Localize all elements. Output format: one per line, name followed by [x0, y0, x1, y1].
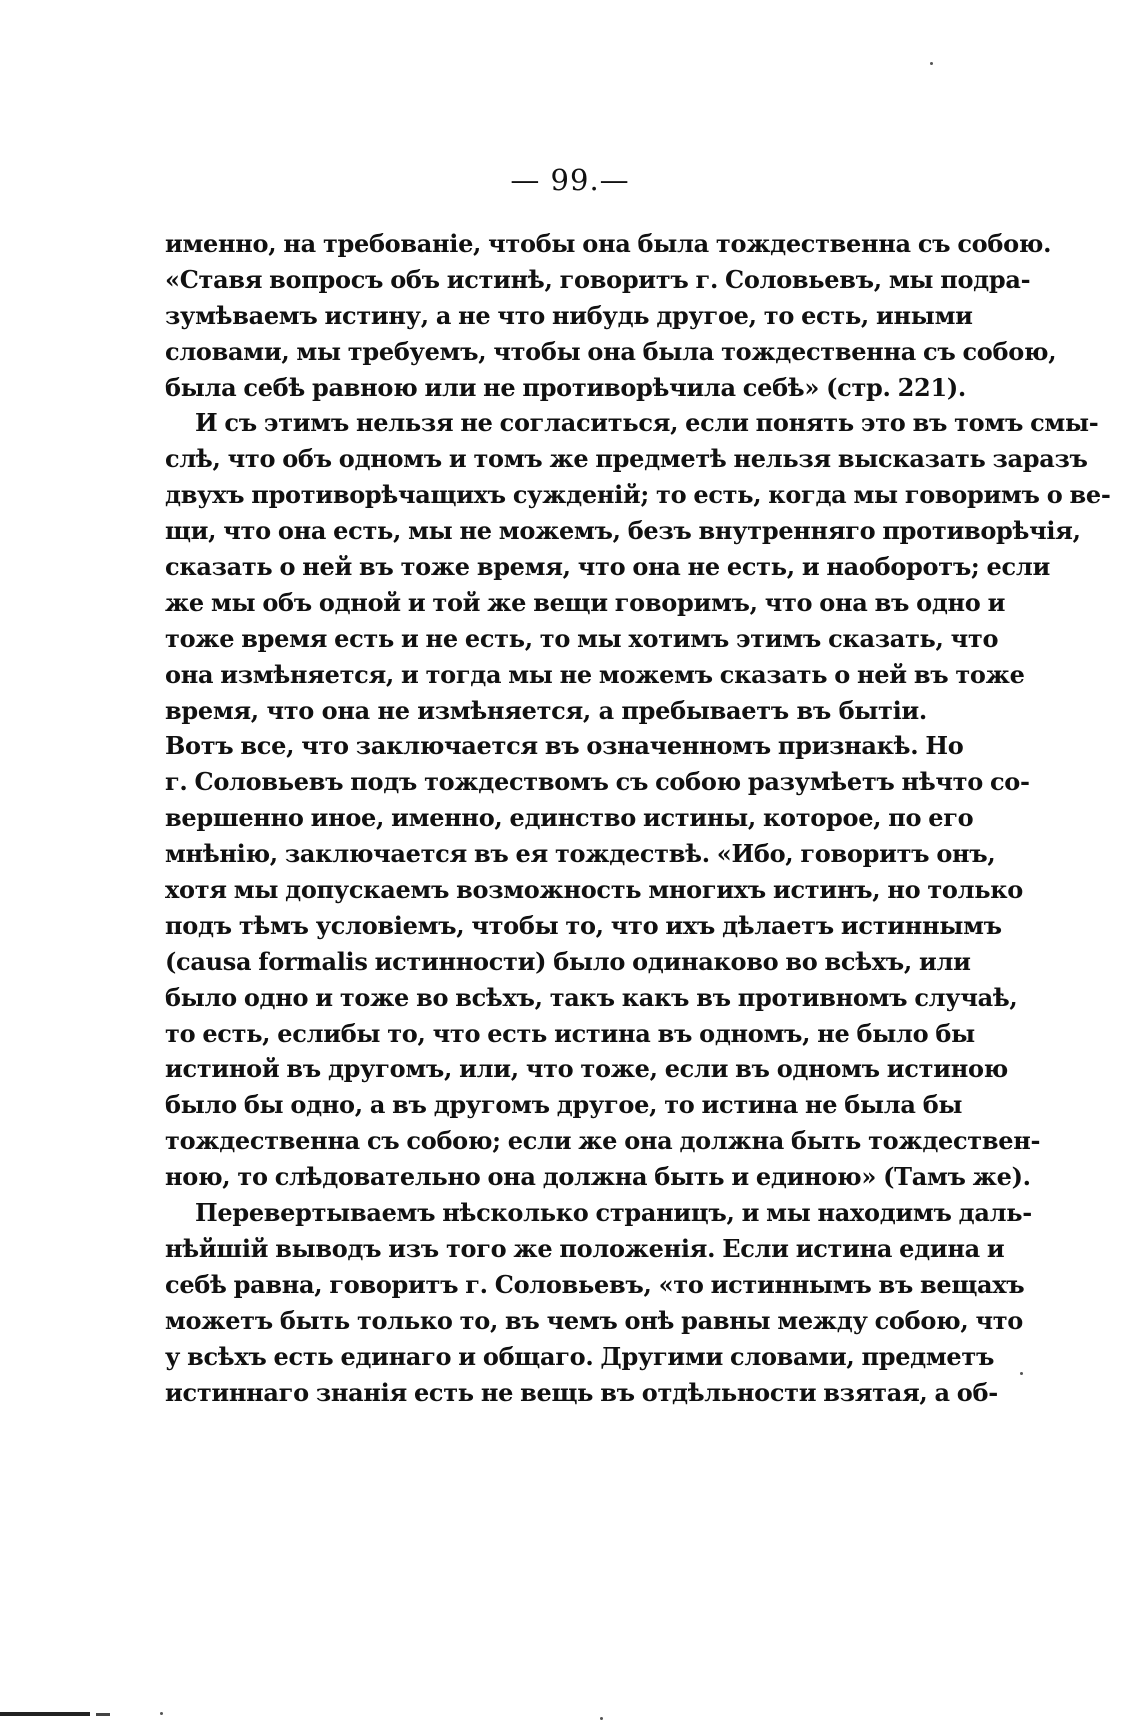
scan-edge-bar	[96, 1713, 110, 1716]
scan-speck	[160, 1712, 163, 1715]
text-line: было одно и тоже во всѣхъ, такъ какъ въ противномъ случаѣ,	[165, 982, 1018, 1012]
text-line: то есть, еслибы то, что есть истина въ одномъ, не было бы	[165, 1018, 975, 1048]
text-line: истиной въ другомъ, или, что тоже, если въ одномъ истиною	[165, 1054, 1008, 1084]
text-line: подъ тѣмъ условіемъ, чтобы то, что ихъ дѣлаетъ истиннымъ	[165, 910, 1002, 940]
text-line: истиннаго знанія есть не вещь въ отдѣльности взятая, а об-	[165, 1377, 998, 1407]
text-line: нѣйшій выводъ изъ того же положенія. Если истина едина и	[165, 1233, 1005, 1263]
text-line: тоже время есть и не есть, то мы хотимъ этимъ сказать, что	[165, 623, 999, 653]
text-line: себѣ равна, говоритъ г. Соловьевъ, «то истиннымъ въ вещахъ	[165, 1269, 1025, 1299]
text-line: Вотъ все, что заключается въ означенномъ признакѣ. Но	[165, 731, 964, 761]
text-line: время, что она не измѣняется, а пребываетъ въ бытіи.	[165, 695, 927, 725]
text-line: можетъ быть только то, въ чемъ онѣ равны между собою, что	[165, 1305, 1024, 1335]
text-line: г. Соловьевъ подъ тождествомъ съ собою разумѣетъ нѣчто со-	[165, 767, 1030, 797]
text-line: Перевертываемъ нѣсколько страницъ, и мы находимъ даль-	[195, 1198, 1032, 1228]
scan-speck	[1020, 1372, 1023, 1375]
text-line: у всѣхъ есть единаго и общаго. Другими словами, предметъ	[165, 1341, 995, 1371]
text-line: именно, на требованіе, чтобы она была тождественна съ собою.	[165, 229, 1052, 258]
text-line: щи, что она есть, мы не можемъ, безъ внутренняго противорѣчія,	[165, 516, 1081, 546]
text-line: тождественна съ собою; если же она должна быть тождествен-	[165, 1126, 1041, 1156]
text-line: мнѣнію, заключается въ ея тождествѣ. «Ибо, говоритъ онъ,	[165, 839, 996, 869]
text-line: двухъ противорѣчащихъ сужденій; то есть, когда мы говоримъ о ве-	[165, 480, 1111, 510]
scan-speck	[930, 62, 933, 65]
text-line: (causa formalis истинности) было одинаково во всѣхъ, или	[165, 946, 971, 976]
text-line: ною, то слѣдовательно она должна быть и единою» (Тамъ же).	[165, 1162, 1031, 1192]
text-line: слѣ, что объ одномъ и томъ же предметѣ нельзя высказать заразъ	[165, 444, 1088, 474]
text-line: словами, мы требуемъ, чтобы она была тождественна съ собою,	[165, 336, 1057, 366]
scan-edge-mark	[0, 1710, 125, 1717]
text-line: И съ этимъ нельзя не согласиться, если понять это въ томъ смы-	[195, 408, 1099, 438]
text-line: же мы объ одной и той же вещи говоримъ, что она въ одно и	[165, 587, 1006, 617]
text-line: она измѣняется, и тогда мы не можемъ сказать о ней въ тоже	[165, 659, 1025, 689]
text-line: была себѣ равною или не противорѣчила себѣ» (стр. 221).	[165, 372, 966, 402]
text-line: вершенно иное, именно, единство истины, которое, по его	[165, 803, 974, 833]
text-line: было бы одно, а въ другомъ другое, то истина не была бы	[165, 1090, 963, 1120]
scan-edge-bar	[0, 1712, 90, 1716]
scan-speck	[600, 1717, 603, 1720]
page-number: — 99.—	[510, 163, 630, 197]
body-text	[165, 226, 1111, 1410]
text-line: «Ставя вопросъ объ истинѣ, говоритъ г. Соловьевъ, мы подра-	[165, 264, 1031, 294]
text-line: сказать о ней въ тоже время, что она не есть, и наоборотъ; если	[165, 552, 1050, 582]
text-line: зумѣваемъ истину, а не что нибудь другое, то есть, иными	[165, 300, 973, 330]
text-line: хотя мы допускаемъ возможность многихъ истинъ, но только	[165, 875, 1023, 905]
